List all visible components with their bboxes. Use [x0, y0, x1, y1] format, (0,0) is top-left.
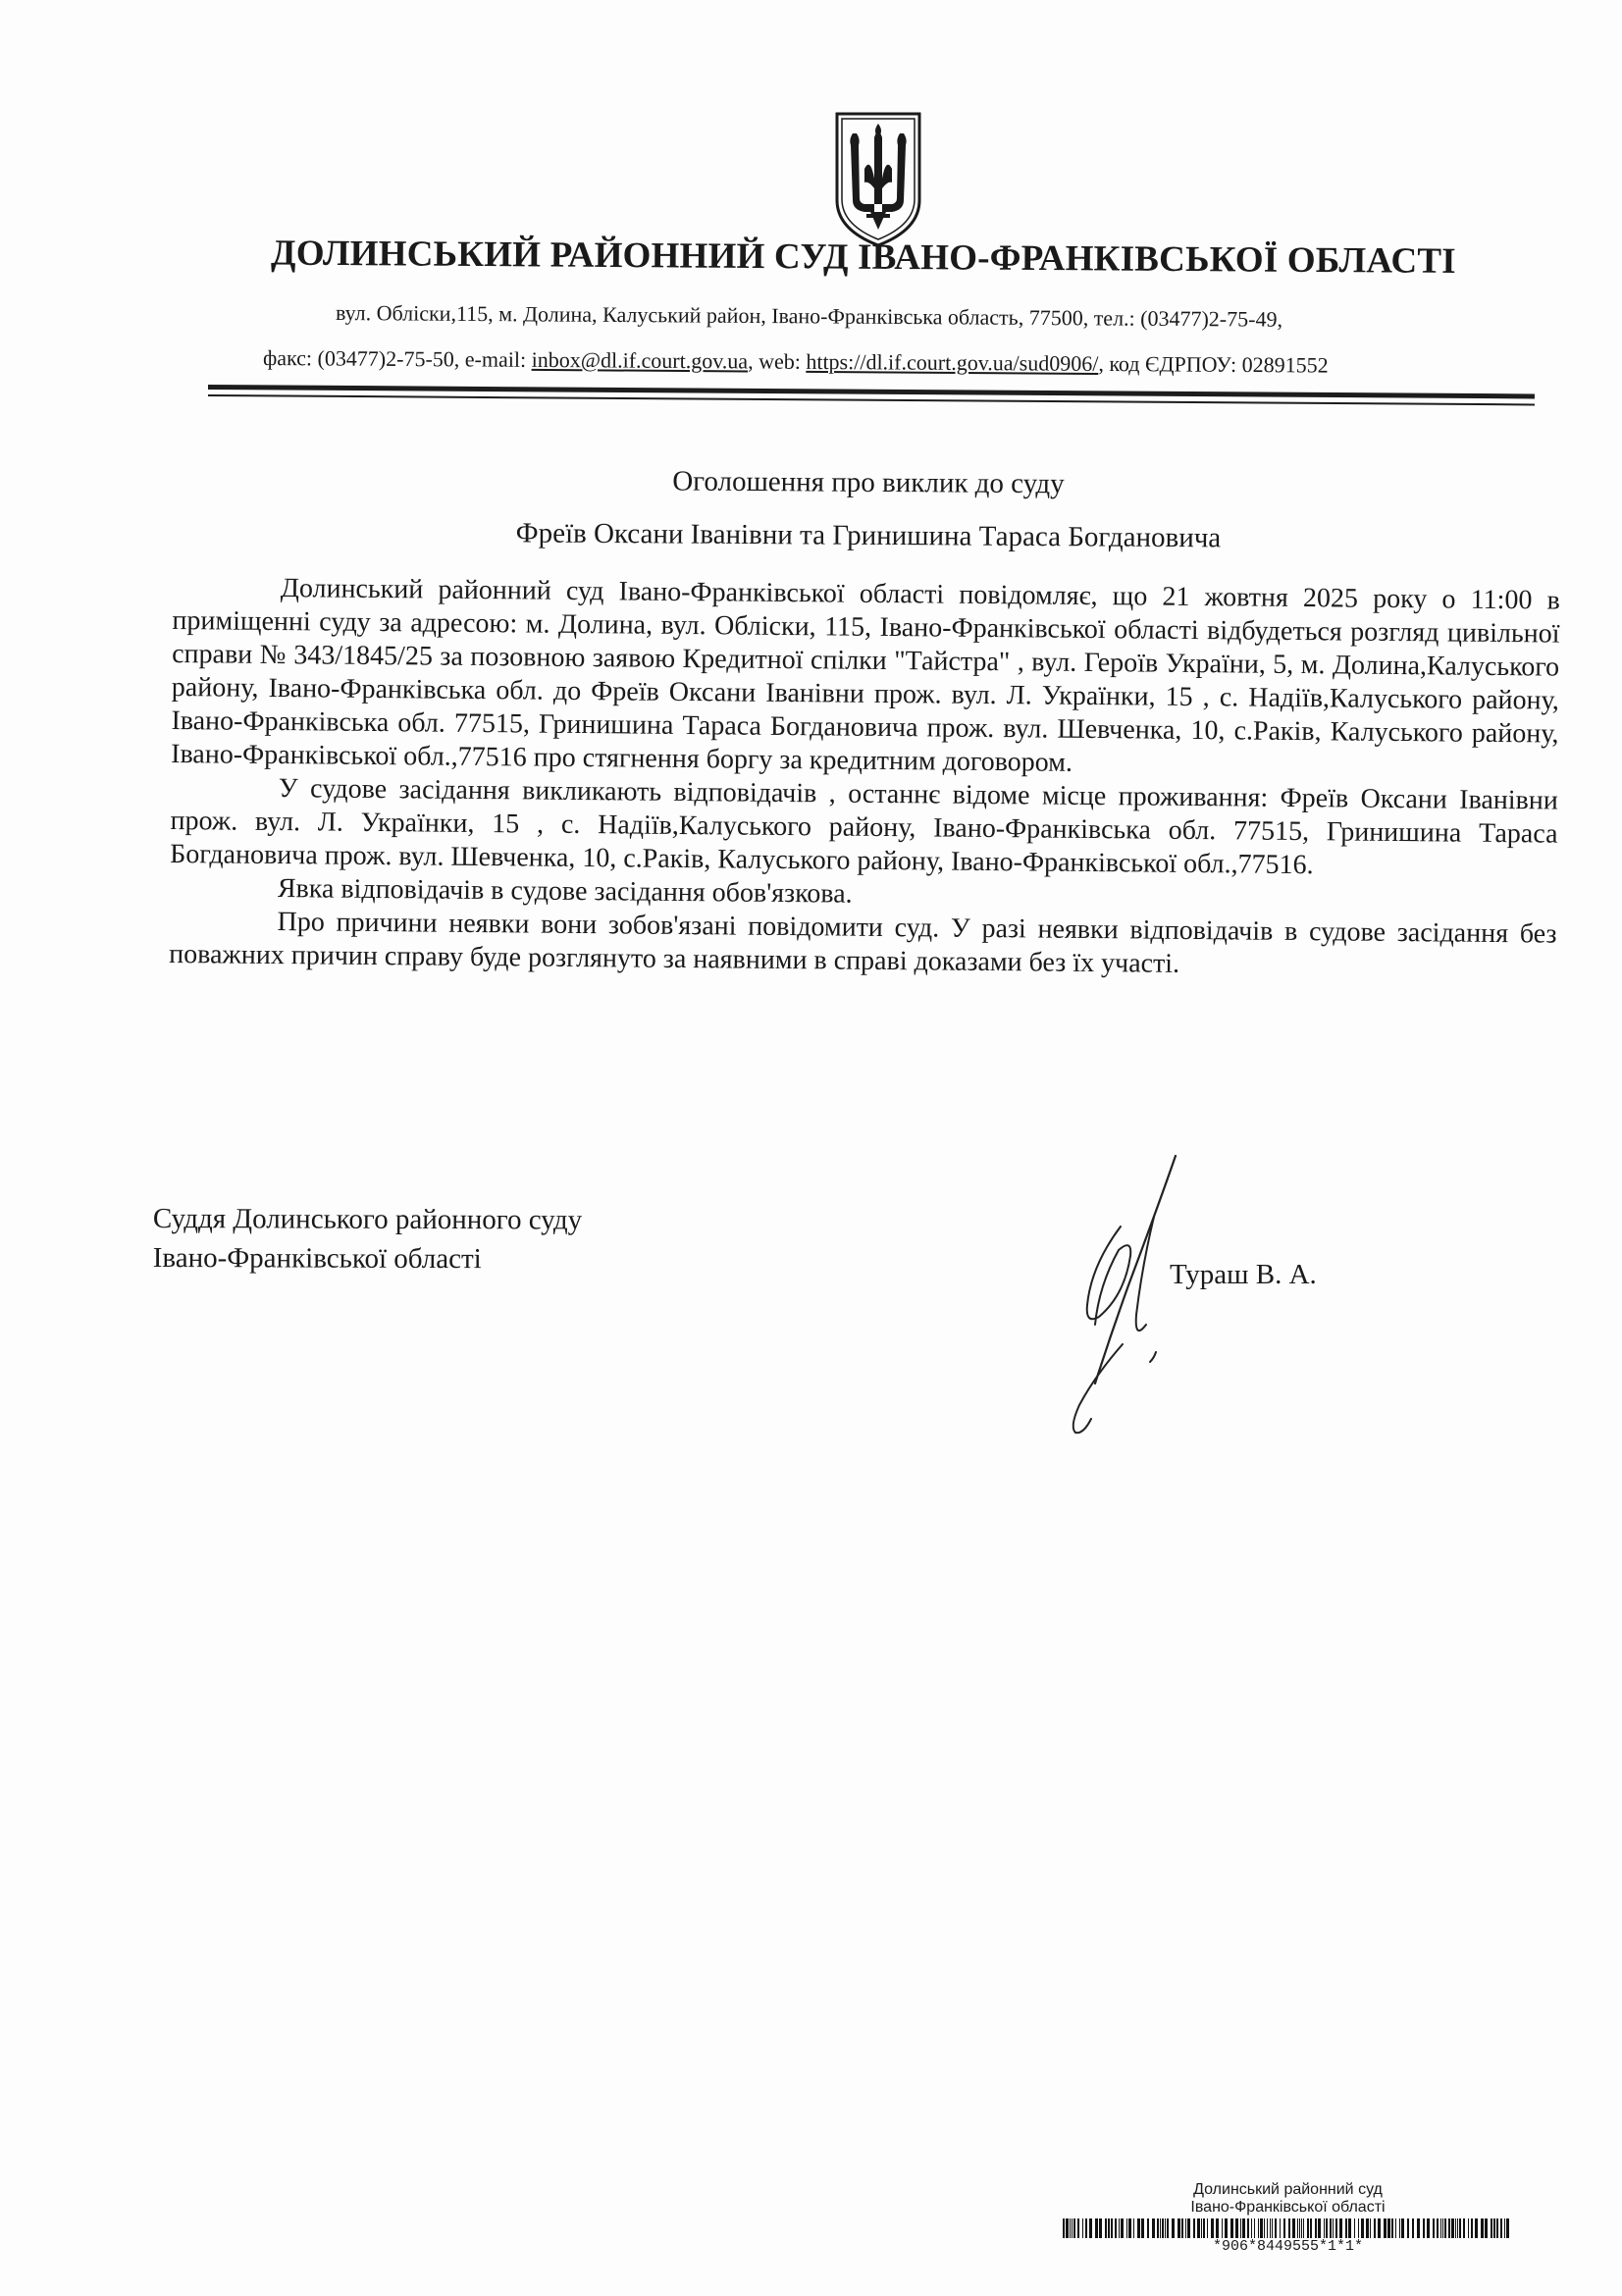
barcode-bar	[1440, 2218, 1441, 2238]
barcode-bar	[1177, 2218, 1180, 2238]
barcode-bar	[1401, 2218, 1404, 2238]
barcode-bar	[1500, 2218, 1502, 2238]
barcode-number: *906*8449555*1*1*	[1212, 2238, 1364, 2255]
stamp-court-name: Долинський районний суд	[1193, 2181, 1383, 2198]
barcode-bar	[1299, 2218, 1300, 2238]
barcode-bar	[1089, 2218, 1092, 2238]
barcode-bar	[1442, 2218, 1443, 2238]
barcode-bar	[1082, 2218, 1083, 2238]
barcode-bar	[1147, 2218, 1149, 2238]
notice-body	[169, 571, 1560, 985]
barcode-bar	[1292, 2218, 1295, 2238]
barcode-bar	[1315, 2218, 1317, 2238]
barcode-bar	[1225, 2218, 1228, 2238]
barcode-bar	[1240, 2218, 1241, 2238]
barcode-bar	[1303, 2218, 1304, 2238]
edrpou-code: , код ЄДРПОУ: 02891552	[1098, 350, 1329, 378]
paragraph-summons: У судове засідання викликають відповідачів , останнє відоме місце проживання: Фреїв Оксани Іванівни прож. вул. Л. Українки, 15 , с. Надіїв,Калуського району, Івано-Франківська обл. 77515, Гринишина Тараса Богдановича прож. вул. Шевченка, 10, с.Раків, Калуського району, Івано-Франківської обл.,77516.	[170, 773, 1558, 881]
barcode-bar	[1459, 2218, 1461, 2238]
barcode-bar	[1185, 2218, 1186, 2238]
barcode-bar	[1162, 2218, 1164, 2238]
barcode-bar	[1267, 2218, 1268, 2238]
address-line: вул. Обліски,115, м. Долина, Калуський район, Івано-Франківська область, 77500, тел.: (03477)2-75-49,	[335, 300, 1283, 332]
judge-position-line-1: Суддя Долинського районного суду	[152, 1203, 583, 1236]
barcode-bar	[1193, 2218, 1195, 2238]
barcode-bar	[1463, 2218, 1465, 2238]
barcode-bar	[1437, 2218, 1439, 2238]
barcode-bar	[1222, 2218, 1223, 2238]
barcode-bar	[1254, 2218, 1255, 2238]
barcode-bar	[1417, 2218, 1420, 2238]
barcode-bar	[1133, 2218, 1134, 2238]
barcode-bar	[1121, 2218, 1124, 2238]
barcode-bar	[1172, 2218, 1175, 2238]
notice-heading: Оголошення про виклик до суду	[672, 465, 1065, 500]
barcode-bar	[1099, 2218, 1102, 2238]
barcode-bar	[1310, 2218, 1312, 2238]
barcode-bar	[1448, 2218, 1450, 2238]
barcode-bar	[1481, 2218, 1484, 2238]
barcode-bar	[1264, 2218, 1265, 2238]
registration-stamp	[1055, 2181, 1521, 2255]
web-label: , web:	[748, 348, 807, 374]
barcode-bar	[1506, 2218, 1509, 2238]
barcode-bar	[1307, 2218, 1309, 2238]
barcode-bar	[1115, 2218, 1117, 2238]
barcode-bar	[1181, 2218, 1183, 2238]
barcode-bar	[1141, 2218, 1144, 2238]
barcode-bar	[1197, 2218, 1200, 2238]
barcode-bar	[1270, 2218, 1271, 2238]
barcode-bar	[1384, 2218, 1387, 2238]
barcode-bar	[1318, 2218, 1321, 2238]
barcode-bar	[1128, 2218, 1131, 2238]
barcode-bar	[1358, 2218, 1359, 2238]
barcode-bar	[1260, 2218, 1263, 2238]
barcode-bar	[1077, 2218, 1079, 2238]
barcode-bar	[1345, 2218, 1347, 2238]
barcode-bar	[1475, 2218, 1478, 2238]
barcode-bar	[1378, 2218, 1381, 2238]
barcode-bar	[1235, 2218, 1238, 2238]
barcode-bar	[1412, 2218, 1414, 2238]
barcode-bar	[1391, 2218, 1393, 2238]
barcode-bar	[1301, 2218, 1302, 2238]
paragraph-hearing-info: Долинський районний суд Івано-Франківської області повідомляє, що 21 жовтня 2025 року о 11:00 в приміщенні суду за адресою: м. Долина, вул. Обліски, 115, Івано-Франківської області відбудеться розгляд цивільної справи № 343/1845/25 за позовною заявою Кредитної спілки "Тайстра" , вул. Героїв України, 5, м. Долина,Калуського району, Івано-Франківська обл. до Фреїв Оксани Іванівни прож. вул. Л. Українки, 15 , с. Надіїв,Калуського району, Івано-Франківська обл. 77515, Гринишина Тараса Богдановича прож. вул. Шевченка, 10, с.Раків, Калуського району, Івано-Франківської обл.,77516 про стягнення боргу за кредитним договором.	[171, 573, 1560, 778]
barcode-bar	[1471, 2218, 1473, 2238]
handwritten-signature	[1060, 1148, 1187, 1442]
barcode-bar	[1423, 2218, 1425, 2238]
barcode-bar	[1063, 2218, 1065, 2238]
barcode-bar	[1457, 2218, 1458, 2238]
barcode-bar	[1152, 2218, 1155, 2238]
notice-subheading: Фреїв Оксани Іванівни та Гринишина Тараса Богдановича	[515, 517, 1222, 554]
barcode-bar	[1072, 2218, 1073, 2238]
barcode-bar	[1201, 2218, 1202, 2238]
barcode-bar	[1288, 2218, 1290, 2238]
barcode-bar	[1370, 2218, 1371, 2238]
barcode-bar	[1366, 2218, 1369, 2238]
barcode-bar	[1275, 2218, 1277, 2238]
court-title: ДОЛИНСЬКИЙ РАЙОННИЙ СУД ІВАНО-ФРАНКІВСЬКОЇ ОБЛАСТІ	[270, 233, 1456, 282]
barcode-bar	[1468, 2218, 1469, 2238]
barcode-bar	[1330, 2218, 1332, 2238]
barcode-bar	[1242, 2218, 1245, 2238]
barcode-bar	[1207, 2218, 1208, 2238]
web-link[interactable]: https://dl.if.court.gov.ua/sud0906/	[806, 348, 1099, 376]
barcode-bar	[1444, 2218, 1446, 2238]
barcode-bar	[1251, 2218, 1252, 2238]
barcode-bar	[1111, 2218, 1113, 2238]
barcode-bar	[1137, 2218, 1140, 2238]
paragraph-attendance: Явка відповідачів в судове засідання обов'язкова.	[277, 873, 853, 910]
barcode-bar	[1126, 2218, 1127, 2238]
contacts-line	[263, 345, 1329, 379]
barcode	[1063, 2218, 1514, 2238]
barcode-bar	[1361, 2218, 1364, 2238]
barcode-bar	[1216, 2218, 1219, 2238]
judge-position-line-2: Івано-Франківської області	[152, 1241, 482, 1276]
barcode-bar	[1504, 2218, 1505, 2238]
paragraph-absence: Про причини неявки вони зобов'язані повідомити суд. У разі неявки відповідачів в судове засідання без поважних причин справу буде розглянуто за наявними в справі доказами без їх участі.	[169, 907, 1557, 979]
barcode-bar	[1095, 2218, 1098, 2238]
barcode-bar	[1339, 2218, 1342, 2238]
barcode-bar	[1160, 2218, 1161, 2238]
barcode-bar	[1119, 2218, 1120, 2238]
barcode-bar	[1399, 2218, 1400, 2238]
fax-label: факс: (03477)2-75-50, e-mail:	[262, 345, 532, 372]
stamp-region: Івано-Франківської області	[1190, 2199, 1386, 2216]
barcode-bar	[1491, 2218, 1492, 2238]
barcode-bar	[1108, 2218, 1110, 2238]
barcode-bar	[1165, 2218, 1166, 2238]
barcode-bar	[1258, 2218, 1259, 2238]
barcode-bar	[1493, 2218, 1495, 2238]
barcode-bar	[1335, 2218, 1337, 2238]
barcode-bar	[1485, 2218, 1488, 2238]
barcode-bar	[1374, 2218, 1376, 2238]
barcode-bar	[1247, 2218, 1249, 2238]
barcode-bar	[1455, 2218, 1456, 2238]
barcode-bar	[1407, 2218, 1409, 2238]
barcode-bar	[1395, 2218, 1396, 2238]
barcode-bar	[1272, 2218, 1273, 2238]
barcode-bar	[1211, 2218, 1214, 2238]
barcode-bar	[1433, 2218, 1435, 2238]
judge-position	[153, 1199, 582, 1279]
barcode-bar	[1230, 2218, 1233, 2238]
barcode-bar	[1348, 2218, 1351, 2238]
barcode-bar	[1427, 2218, 1430, 2238]
barcode-bar	[1333, 2218, 1334, 2238]
barcode-bar	[1070, 2218, 1071, 2238]
barcode-bar	[1451, 2218, 1454, 2238]
barcode-bar	[1297, 2218, 1298, 2238]
barcode-bar	[1157, 2218, 1159, 2238]
barcode-bar	[1496, 2218, 1498, 2238]
barcode-bar	[1105, 2218, 1107, 2238]
barcode-bar	[1167, 2218, 1169, 2238]
email-link[interactable]: inbox@dl.if.court.gov.ua	[531, 346, 749, 374]
barcode-bar	[1283, 2218, 1285, 2238]
barcode-bar	[1387, 2218, 1390, 2238]
barcode-bar	[1280, 2218, 1281, 2238]
barcode-bar	[1085, 2218, 1087, 2238]
barcode-bar	[1187, 2218, 1190, 2238]
trident-coat-of-arms-icon	[831, 110, 925, 249]
barcode-bar	[1203, 2218, 1205, 2238]
judge-name: Тураш В. А.	[1170, 1259, 1317, 1290]
barcode-bar	[1066, 2218, 1069, 2238]
barcode-bar	[1354, 2218, 1355, 2238]
barcode-bar	[1324, 2218, 1325, 2238]
barcode-bar	[1326, 2218, 1328, 2238]
barcode-bar	[1073, 2218, 1075, 2238]
